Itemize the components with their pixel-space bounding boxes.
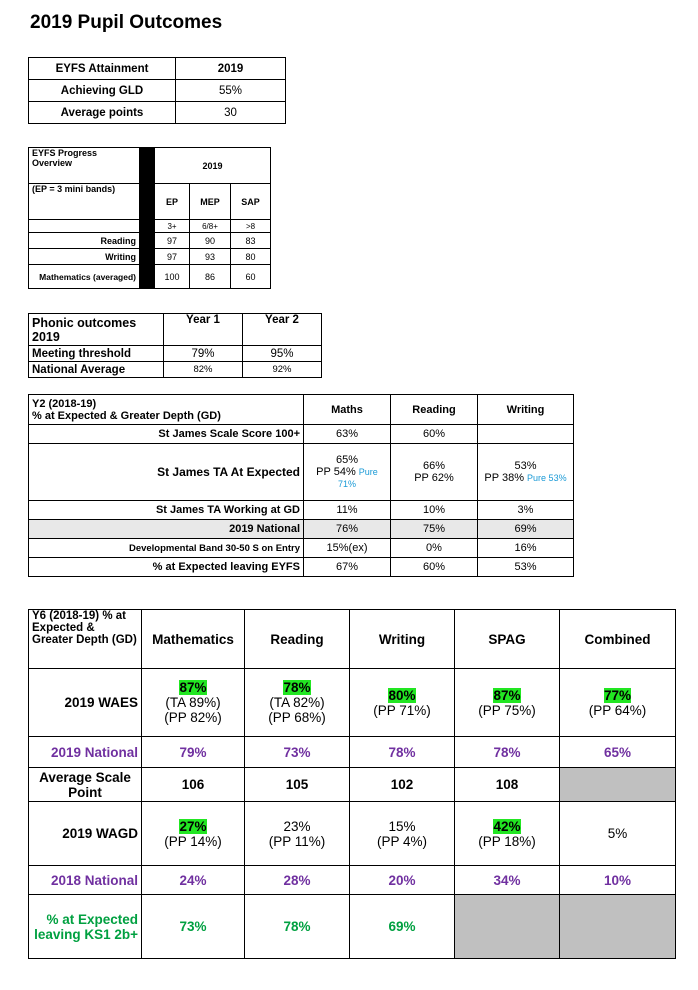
table-cell [478, 444, 574, 501]
cell-line: PP 62% [414, 472, 454, 484]
black-column [140, 233, 155, 249]
table-cell: 105 [245, 768, 350, 802]
table-cell: 63% [304, 425, 391, 444]
col-header: SPAG [455, 610, 560, 669]
col-header: Mathematics [142, 610, 245, 669]
table-cell [142, 802, 245, 866]
table-header-cell: Phonic outcomes 2019 [29, 314, 164, 346]
table-row [29, 866, 676, 895]
col-header: Writing [478, 395, 574, 425]
row-label: 2019 National [29, 520, 304, 539]
black-column [140, 184, 155, 220]
table-cell: 80 [231, 249, 271, 265]
cell-line: (PP 82%) [164, 710, 222, 725]
table-header-cell: Year 1 [164, 314, 243, 346]
table-cell: 95% [243, 346, 322, 362]
table-cell: 86 [190, 265, 231, 289]
table-cell: 20% [350, 866, 455, 895]
table-cell [560, 802, 676, 866]
highlighted-value: 42% [493, 818, 521, 834]
table-cell: 78% [245, 895, 350, 959]
row-label: St James Scale Score 100+ [29, 425, 304, 444]
y6-outcomes-table [28, 609, 676, 959]
y6-header-cell: Y6 (2018-19) % at Expected & Greater Depth (GD) [29, 610, 142, 669]
table-cell: 79% [142, 737, 245, 768]
table-cell: 73% [245, 737, 350, 768]
table-row [29, 220, 271, 233]
table-row [29, 148, 271, 184]
col-header: Writing [350, 610, 455, 669]
highlighted-value: 87% [493, 687, 521, 703]
table-row [29, 558, 574, 577]
col-header: Reading [245, 610, 350, 669]
col-header: Reading [391, 395, 478, 425]
y2-header-cell [29, 395, 304, 425]
table-cell: 60 [231, 265, 271, 289]
table-cell: 15%(ex) [304, 539, 391, 558]
table-cell: Average points [29, 102, 176, 124]
table-cell [560, 669, 676, 737]
table-row [29, 314, 322, 346]
table-cell: 76% [304, 520, 391, 539]
table-row [29, 395, 574, 425]
table-row [29, 265, 271, 289]
cell-line: (PP 68%) [268, 710, 326, 725]
table-cell [391, 444, 478, 501]
row-label: 2019 WAES [29, 669, 142, 737]
row-label: Meeting threshold [29, 346, 164, 362]
table-cell: 69% [478, 520, 574, 539]
cell-line: (PP 71%) [373, 702, 431, 718]
table-row [29, 346, 322, 362]
table-cell: 106 [142, 768, 245, 802]
col-header: EP [155, 184, 190, 220]
pp-value: PP 54% [316, 466, 356, 478]
table-row [29, 80, 286, 102]
col-header: Combined [560, 610, 676, 669]
table-cell: 65% [560, 737, 676, 768]
row-label: Writing [29, 249, 140, 265]
table-cell: 97 [155, 249, 190, 265]
shaded-cell [560, 768, 676, 802]
table-row [29, 249, 271, 265]
table-row [29, 768, 676, 802]
y2-header-line1: Y2 (2018-19) [32, 397, 97, 410]
cell-line [481, 472, 570, 484]
cell-line: (PP 14%) [164, 833, 222, 849]
cell-line: (PP 64%) [588, 702, 647, 718]
y2-outcomes-table [28, 394, 574, 577]
table-row [29, 669, 676, 737]
table-row [29, 737, 676, 768]
row-label: St James TA Working at GD [29, 501, 304, 520]
eyfs-attainment-table [28, 57, 286, 124]
table-cell [350, 802, 455, 866]
highlighted-value: 80% [388, 687, 416, 703]
progress-year-cell: 2019 [155, 148, 271, 184]
table-cell: 60% [391, 558, 478, 577]
y2-header-line2: % at Expected & Greater Depth (GD) [32, 409, 221, 422]
row-label: Mathematics (averaged) [29, 265, 140, 289]
table-cell: 79% [164, 346, 243, 362]
highlighted-value: 77% [603, 687, 632, 703]
table-cell: 78% [455, 737, 560, 768]
black-column [140, 265, 155, 289]
table-cell: 10% [391, 501, 478, 520]
table-cell [478, 425, 574, 444]
table-cell: 108 [455, 768, 560, 802]
table-cell: 92% [243, 362, 322, 378]
cell-line: 15% [388, 818, 416, 834]
cell-line: (PP 4%) [376, 833, 428, 849]
threshold-cell: 6/8+ [190, 220, 231, 233]
table-row [29, 362, 322, 378]
highlighted-value: 78% [283, 680, 311, 695]
table-row [29, 520, 574, 539]
table-cell: 78% [350, 737, 455, 768]
row-label: St James TA At Expected [29, 444, 304, 501]
row-label: % at Expected leaving EYFS [29, 558, 304, 577]
row-label: 2018 National [29, 866, 142, 895]
table-cell [455, 802, 560, 866]
table-cell: 93 [190, 249, 231, 265]
table-cell [142, 669, 245, 737]
table-cell [350, 669, 455, 737]
highlighted-value: 87% [179, 680, 207, 695]
table-cell: 16% [478, 539, 574, 558]
table-row [29, 802, 676, 866]
table-cell: 0% [391, 539, 478, 558]
cell-line: 66% [422, 460, 446, 472]
cell-line: (TA 82%) [269, 695, 325, 710]
table-cell [245, 802, 350, 866]
table-row [29, 895, 676, 959]
col-header: SAP [231, 184, 271, 220]
eyfs-progress-table [28, 147, 271, 289]
pp-value: PP 38% [484, 472, 524, 484]
table-row [29, 501, 574, 520]
black-column [140, 148, 155, 184]
table-cell: 60% [391, 425, 478, 444]
cell-line: 5% [607, 826, 628, 841]
table-cell: 3% [478, 501, 574, 520]
phonics-table [28, 313, 322, 378]
table-cell: 102 [350, 768, 455, 802]
table-cell: 97 [155, 233, 190, 249]
table-cell: Achieving GLD [29, 80, 176, 102]
row-label: Reading [29, 233, 140, 249]
row-label: 2019 National [29, 737, 142, 768]
row-label: Developmental Band 30-50 S on Entry [29, 539, 304, 558]
highlighted-value: 27% [179, 818, 207, 834]
pure-value: Pure 71% [337, 467, 378, 489]
table-row [29, 233, 271, 249]
black-column [140, 220, 155, 233]
table-cell: 11% [304, 501, 391, 520]
table-row [29, 539, 574, 558]
table-row [29, 425, 574, 444]
table-row [29, 184, 271, 220]
table-header-cell: EYFS Attainment [29, 58, 176, 80]
cell-line: (PP 75%) [478, 702, 536, 718]
black-column [140, 249, 155, 265]
row-label: Average Scale Point [29, 768, 142, 802]
threshold-cell: >8 [231, 220, 271, 233]
table-cell: 24% [142, 866, 245, 895]
table-cell: 75% [391, 520, 478, 539]
col-header: Maths [304, 395, 391, 425]
cell-line: (TA 89%) [165, 695, 221, 710]
row-label: National Average [29, 362, 164, 378]
cell-line: 23% [283, 818, 311, 834]
table-cell: 30 [176, 102, 286, 124]
table-row [29, 444, 574, 501]
cell-line [307, 466, 387, 490]
table-row [29, 58, 286, 80]
table-cell: 69% [350, 895, 455, 959]
table-cell [245, 669, 350, 737]
table-cell: 100 [155, 265, 190, 289]
cell-line: (PP 11%) [268, 833, 326, 849]
progress-title-cell: EYFS Progress Overview [29, 148, 140, 184]
table-row [29, 610, 676, 669]
table-header-cell: 2019 [176, 58, 286, 80]
table-cell: 34% [455, 866, 560, 895]
table-cell: 90 [190, 233, 231, 249]
table-cell: 82% [164, 362, 243, 378]
table-cell [29, 220, 140, 233]
row-label: 2019 WAGD [29, 802, 142, 866]
cell-line: 53% [514, 460, 537, 472]
table-cell: 55% [176, 80, 286, 102]
table-cell: 83 [231, 233, 271, 249]
cell-line: 65% [335, 454, 359, 466]
col-header: MEP [190, 184, 231, 220]
pure-value: Pure 53% [527, 473, 567, 483]
page-title: 2019 Pupil Outcomes [30, 12, 223, 33]
table-header-cell: Year 2 [243, 314, 322, 346]
table-cell: 73% [142, 895, 245, 959]
shaded-cell [455, 895, 560, 959]
table-cell: 53% [478, 558, 574, 577]
table-row [29, 102, 286, 124]
row-label: % at Expected leaving KS1 2b+ [29, 895, 142, 959]
threshold-cell: 3+ [155, 220, 190, 233]
table-cell: 10% [560, 866, 676, 895]
table-cell: 67% [304, 558, 391, 577]
cell-line: (PP 18%) [478, 833, 536, 849]
table-cell: 28% [245, 866, 350, 895]
table-cell [304, 444, 391, 501]
table-cell [455, 669, 560, 737]
shaded-cell [560, 895, 676, 959]
progress-note-cell: (EP = 3 mini bands) [29, 184, 140, 220]
